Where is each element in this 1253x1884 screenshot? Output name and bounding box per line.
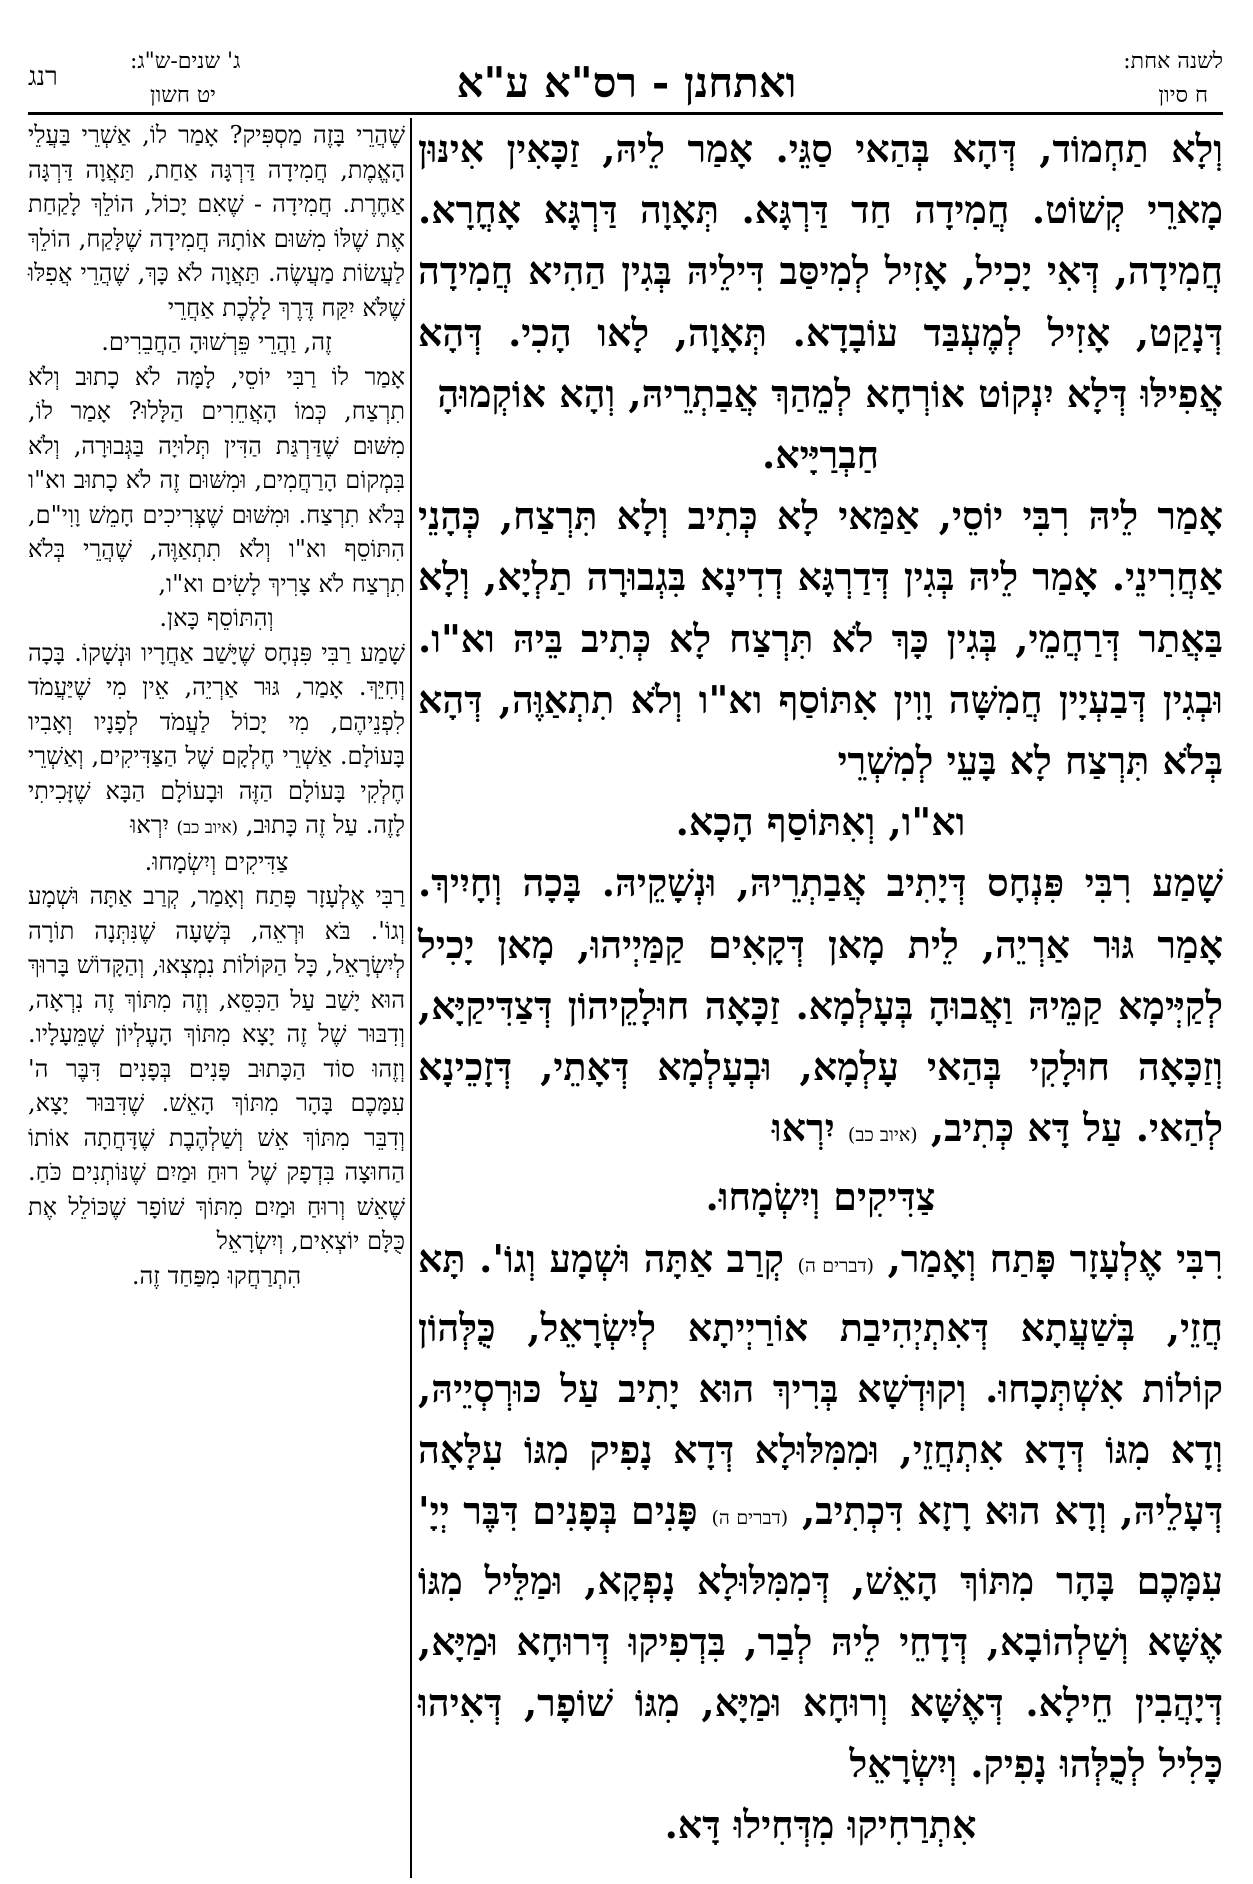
- main-paragraph-3-end: צַדִּיקִים וְיִשְׂמָחוּ.: [705, 1174, 936, 1220]
- side-paragraph-1: שֶׁהֲרֵי בָּזֶה מַסְפִּיק? אָמַר לוֹ, אַשְׁרֵי בַּעֲלֵי הָאֱמֶת, חֲמִידָה דַּרְגָּה אַחַת, תַּאֲוָה דַּרְגָּה אַחֶרֶת. חֲמִידָה - שֶׁאִם יָכוֹל, הוֹלֵךְ לָקַחַת אֶת שֶׁלּוֹ מִשּׁוּם אוֹתָהּ חֲמִידָה שֶׁלָּקַח, הוֹלֵךְ לַעֲשׂוֹת מַעֲשֶׂה. תַּאֲוָה לֹא כָּךְ, שֶׁהֲרֵי אֲפִלּוּ שֶׁלֹּא יִקַּח דֶּרֶךְ לָלֶכֶת אַחֲרֵי: [28, 121, 405, 322]
- main-p3-tail: יִרְאוּ: [771, 1105, 835, 1151]
- main-p4-text: קְרַב אַתָּה וּשְׁמָע וְגוֹ'. תָּא חֲזֵי, בְּשַׁעֲתָא דְּאִתְיְהִיבַת אוֹרַיְיתָא לְיִשְׂרָאֵל, כֻּלְּהוֹן קוֹלוֹת אִשְׁתְּכָחוּ. וְקוּדְשָׁא בְּרִיךְ הוּא יָתִיב עַל כּוּרְסְיֵיהּ, וְדָא מִגּוֹ דְּדָא אִתְחֲזֵי, וּמִמִּלּוּלָא דְּדָא נָפִיק מִגּוֹ עִלָּאָה דְּעָלֵיהּ, וְדָא הוּא רָזָא דִּכְתִיב,: [418, 1235, 1224, 1534]
- main-paragraph-4-end: אִתְרַחִיקוּ מִדְּחִילוּ דָּא.: [664, 1802, 977, 1848]
- side-paragraph-4: רַבִּי אֶלְעָזָר פָּתַח וְאָמַר, קְרַב אַתָּה וּשְׁמָע וְגוֹ'. בֹּא וּרְאֵה, בְּשָׁעָה שֶׁנִּתְּנָה תוֹרָה לְיִשְׂרָאֵל, כָּל הַקּוֹלוֹת נִמְצְאוּ, וְהַקָּדוֹשׁ בָּרוּךְ הוּא יָשַׁב עַל הַכִּסֵּא, וְזֶה מִתּוֹךְ זֶה נִרְאָה, וְדִבּוּר שֶׁל זֶה יָצָא מִתּוֹךְ הָעֶלְיוֹן שֶׁמֵּעָלָיו. וְזֶהוּ סוֹד הַכָּתוּב פָּנִים בְּפָנִים דִּבֶּר ה' עִמָּכֶם בָּהָר מִתּוֹךְ הָאֵשׁ. שֶׁדִּבּוּר יָצָא, וְדִבֵּר מִתּוֹךְ אֵשׁ וְשַׁלְהֶבֶת שֶׁדָּחֲתָה אוֹתוֹ הַחוּצָה בִּדְפָק שֶׁל רוּחַ וּמַיִם שֶׁנּוֹתְנִים כֹּחַ. שֶׁאֵשׁ וְרוּחַ וּמַיִם מִתּוֹךְ שׁוֹפָר שֶׁכּוֹלֵל אֶת כֻּלָּם יוֹצְאִים, וְיִשְׂרָאֵל: [28, 882, 405, 1255]
- header-page-number: רנג: [28, 62, 58, 92]
- header-one-year-date: ח סיון: [1158, 83, 1208, 108]
- side-p3-source-ref: (איוב כב): [176, 817, 239, 837]
- column-divider: [410, 118, 412, 1878]
- main-p4-source-ref: (דברים ה): [797, 1254, 875, 1277]
- main-text-column: [418, 118, 1223, 1878]
- header-one-year-label: לשנה אחת:: [1123, 49, 1223, 74]
- main-p2-text: אָמַר לֵיהּ רִבִּי יוֹסֵי, אַמַּאי לָא כְּתִיב וְלָא תִּרְצַח, כְּהָנֵי אַחֲרִינֵי. אָמַר לֵיהּ בְּגִין דְּדַרְגָּא דְדִינָא בִּגְבוּרָה תַלְיָא, וְלָא בַּאֲתַר דְּרַחֲמֵי, בְּגִין כָּךְ לֹא תִּרְצַח לָא כְּתִיב בֵּיהּ וא"ו. וּבְגִין דְּבַעְיָין חֲמִשָּׁה וָוִין אִתּוֹסַף וא"ו וְלֹא תִתְאַוֶּה, דְּהָא בְּלֹא תִּרְצַח לָא בָּעֵי לְמִשְׁרֵי: [418, 493, 1223, 784]
- main-p3-text: שָׁמַע רִבִּי פִּנְחָס דְּיָתִיב אֲבַתְרֵיהּ, וּנְשָׁקֵיהּ. בָּכָה וְחָיִיךְ. אָמַר גּוּר אַרְיֵה, לֵית מָאן דְּקָאִים קַמַּיְיהוּ, מָאן יָכִיל לְקַיְּימָא קַמֵּיהּ וַאֲבוּהָ בְּעָלְמָא. זַכָּאָה חוּלָקֵיהוֹן דְּצַדִּיקַיָּא, וְזַכָּאָה חוּלָקִי בְּהַאי עָלְמָא, וּבְעָלְמָא דְּאָתֵי, דְּזָכֵינָא לְהַאי. עַל דָּא כְּתִיב,: [418, 860, 1223, 1151]
- main-paragraph-1-end: חַבְרַיָּיא.: [761, 432, 880, 478]
- side-paragraph-3: [28, 636, 405, 845]
- side-p3-text: שָׁמַע רַבִּי פִּנְחָס שֶׁיָּשַׁב אַחֲרָיו וּנְשָׁקוֹ. בָּכָה וְחִיֵּךְ. אָמַר, גּוּר אַרְיֵה, אֵין מִי שֶׁיַּעֲמֹד לִפְנֵיהֶם, מִי יָכוֹל לַעֲמֹד לְפָנָיו וְאָבִיו בָּעוֹלָם. אַשְׁרֵי חֶלְקָם שֶׁל הַצַּדִּיקִים, וְאַשְׁרֵי חֶלְקִי בָּעוֹלָם הַזֶּה וּבָעוֹלָם הַבָּא שֶׁזָּכִיתִי לָזֶה. עַל זֶה כָּתוּב,: [28, 638, 405, 839]
- main-p1-text: וְלָא תַחְמוֹד, דְּהָא בְּהַאי סַגֵּי. אָמַר לֵיהּ, זַכָּאִין אִינּוּן מָארֵי קְשׁוֹט. חֲמִידָה חַד דַּרְגָּא. תְּאָוָה דַּרְגָּא אָחֳרָא. חֲמִידָה, דְּאִי יָכִיל, אָזִיל לְמִיסַּב דִּילֵיהּ בְּגִין הַהִיא חֲמִידָה דְּנָקַט, אָזִיל לְמֶעְבַּד עוֹבָדָא. תְּאָוָה, לָאו הָכִי. דְּהָא אֲפִילּוּ דְּלָא יִנְקוֹט אוֹרְחָא לְמֵהַךְ אֲבַתְרֵיהּ, וְהָא אוֹקְמוּהָ: [418, 126, 1223, 416]
- main-paragraph-3: [418, 852, 1223, 1166]
- main-paragraph-2: [418, 485, 1223, 791]
- main-p4-source-ref-2: (דברים ה): [711, 1507, 789, 1530]
- main-paragraph-2-end: וא"ו, וְאִתּוֹסַף הָכָא.: [675, 799, 966, 845]
- header-rule: [28, 112, 1223, 115]
- main-p4-start: רִבִּי אֶלְעָזָר פָּתַח וְאָמַר,: [887, 1235, 1224, 1281]
- translation-column: [28, 118, 405, 1878]
- side-paragraph-4-end: הִתְרַחֲקוּ מִפַּחַד זֶה.: [131, 1261, 302, 1290]
- header-three-years-date: יט חשון: [150, 83, 216, 108]
- side-paragraph-3-end: צַדִּיקִים וְיִשְׂמָחוּ.: [144, 847, 289, 876]
- main-p4b-text: פָּנִים בְּפָנִים דִּבֶּר יְיָ' עִמָּכֶם בָּהָר מִתּוֹךְ הָאֵשׁ, דְּמִמִּלּוּלָא נָפְקָא, וּמַלֵּיל מִגּוֹ אֶשָּׁא וְשַׁלְהוֹבָא, דְּדָחֵי לֵיהּ לְבַר, בִּדְפִיקוּ דְּרוּחָא וּמַיָּא, דְּיָהֲבִין חֵילָא. דְּאֶשָּׁא וְרוּחָא וּמַיָּא, מִגּוֹ שׁוֹפָר, דְּאִיהוּ כָּלִיל לְכֻלְּהוּ נָפִיק. וְיִשְׂרָאֵל: [418, 1488, 1223, 1787]
- page-header: [0, 0, 1253, 115]
- main-paragraph-4: [418, 1228, 1223, 1795]
- side-paragraph-1-end: זֶה, וַהֲרֵי פֵּרְשׁוּהָ הַחֲבֵרִים.: [101, 328, 332, 356]
- main-p3-source-ref: (איוב כב): [847, 1124, 918, 1147]
- side-paragraph-2: אָמַר לוֹ רַבִּי יוֹסֵי, לָמָּה לֹא כָתוּב וְלֹא תִרְצַח, כְּמוֹ הָאֲחֵרִים הַלָּלוּ? אָמַר לוֹ, מִשּׁוּם שֶׁדַּרְגַּת הַדִּין תְּלוּיָה בַּגְּבוּרָה, וְלֹא בִּמְקוֹם הָרַחֲמִים, וּמִשּׁוּם זֶה לֹא כָתוּב וא"ו בְּלֹא תִרְצַח. וּמִשּׁוּם שֶׁצְּרִיכִים חָמֵשׁ וָוִי"ם, הִתּוֹסֵף וא"ו וְלֹא תִתְאַוֶּה, שֶׁהֲרֵי בְּלֹא תִרְצַח לֹא צָרִיךְ לָשִׂים וא"ו,: [28, 362, 405, 598]
- side-p3-tail: יִרְאוּ: [130, 811, 169, 839]
- header-three-years-label: ג' שנים-ש"ג:: [130, 49, 241, 74]
- side-paragraph-2-end: וְהִתּוֹסֵף כָּאן.: [159, 604, 274, 632]
- page-title: ואתחנן - רס"א ע"א: [456, 58, 797, 107]
- main-paragraph-1: [418, 118, 1223, 424]
